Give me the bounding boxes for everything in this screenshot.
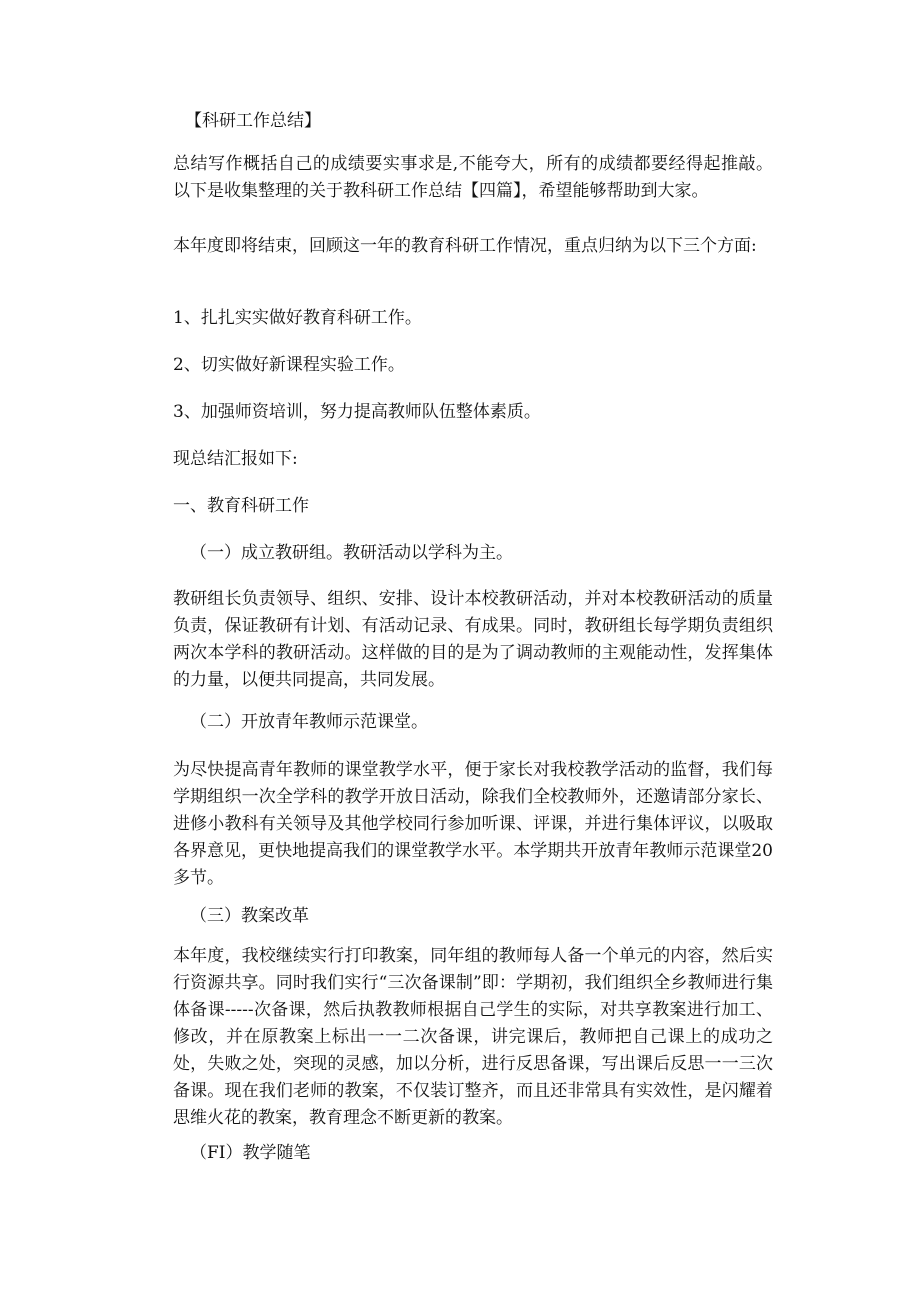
list-item-2: 2、切实做好新课程实验工作。 — [173, 355, 405, 375]
subsection-heading-3: （三）教案改革 — [190, 906, 309, 926]
intro-paragraph: 总结写作概括自己的成绩要实事求是,不能夸大，所有的成绩都要经得起推敲。以下是收集整理的关于教科研工作总结【四篇】，希望能够帮助到大家。 — [173, 154, 773, 201]
list-item-1: 1、扎扎实实做好教育科研工作。 — [173, 308, 422, 328]
paragraph-lesson-plan: 本年度，我校继续实行打印教案，同年组的教师每人备一个单元的内容，然后实行资源共享。同时我们实行“三次备课制”即：学期初，我们组织全乡教师进行集体备课-----次备课，然后执教教师根据自己学生的实际，对共享教案进行加工、修改，并在原教案上标出一一二次备课，讲完课后，教师把自己课上的成功之处，失败之处，突现的灵感，加以分析，进行反思备课，写出课后反思一一三次备课。现在我们老师的教案，不仅装订整齐，而且还非常具有实效性，是闪耀着思维火花的教案，教育理念不断更新的教案。 — [173, 946, 773, 1128]
subsection-heading-1: （一）成立教研组。教研活动以学科为主。 — [190, 543, 513, 563]
report-heading: 现总结汇报如下: — [173, 449, 298, 469]
paragraph-overview: 本年度即将结束，回顾这一年的教育科研工作情况，重点归纳为以下三个方面: — [173, 236, 757, 256]
subsection-heading-2: （二）开放青年教师示范课堂。 — [190, 712, 428, 732]
section-heading-1: 一、教育科研工作 — [173, 496, 309, 516]
subsection-heading-4: （FI）教学随笔 — [190, 1143, 311, 1163]
paragraph-open-class: 为尽快提高青年教师的课堂教学水平，便于家长对我校教学活动的监督，我们每学期组织一次全学科的教学开放日活动，除我们全校教师外，还邀请部分家长、进修小教科有关领导及其他学校同行参加听课、评课，并进行集体评议，以吸取各界意见，更快地提高我们的课堂教学水平。本学期共开放青年教师示范课堂20多节。 — [173, 760, 773, 888]
document-title: 【科研工作总结】 — [185, 111, 321, 131]
paragraph-research-group: 教研组长负责领导、组织、安排、设计本校教研活动，并对本校教研活动的质量负责，保证教研有计划、有活动记录、有成果。同时，教研组长每学期负责组织两次本学科的教研活动。这样做的目的是为了调动教师的主观能动性，发挥集体的力量，以便共同提高，共同发展。 — [173, 589, 773, 690]
list-item-3: 3、加强师资培训，努力提高教师队伍整体素质。 — [173, 402, 541, 422]
